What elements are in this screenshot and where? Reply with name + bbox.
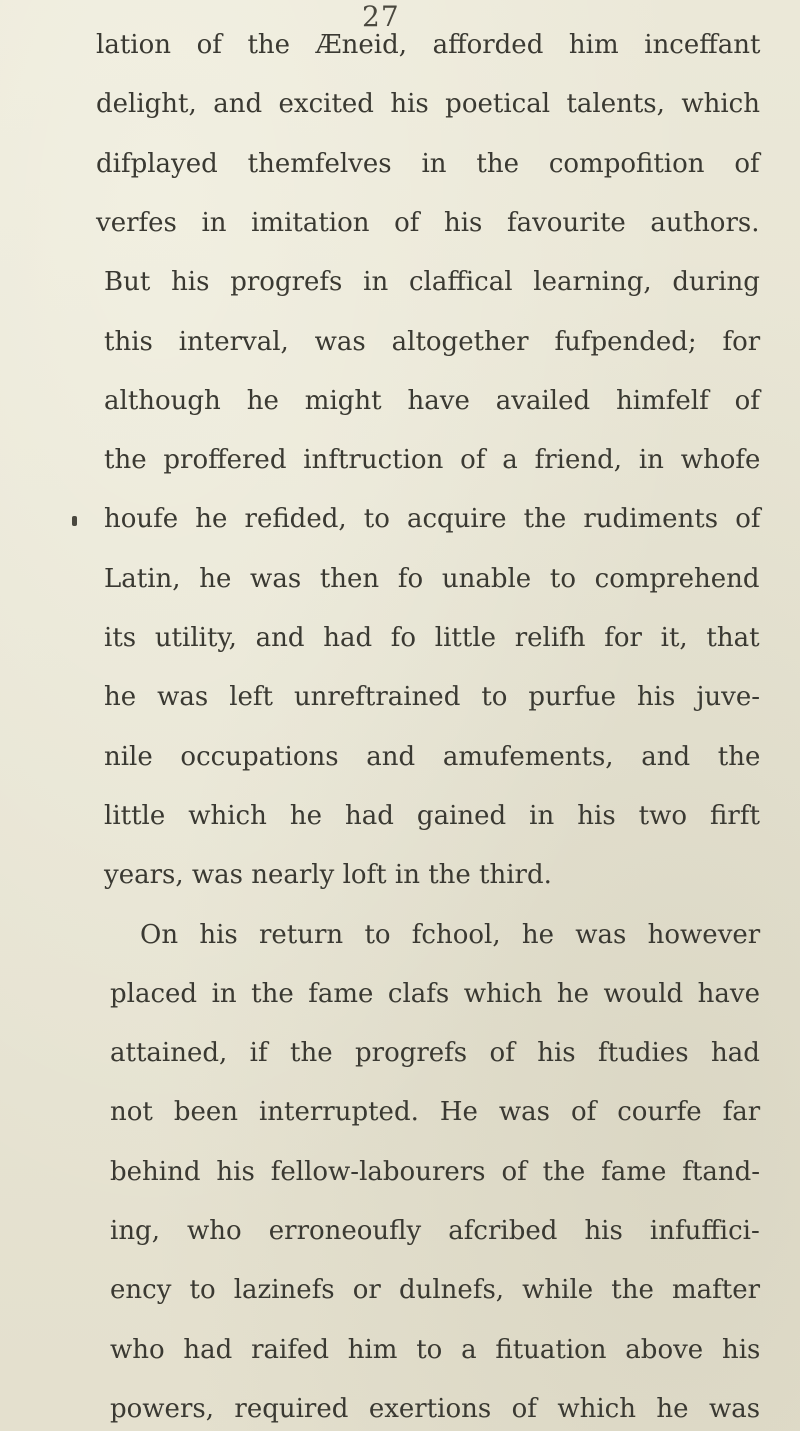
- text-line: he was left unreftrained to purfue his juve-: [104, 682, 760, 713]
- text-line: houfe he refided, to acquire the rudiments of: [104, 504, 761, 535]
- text-line: delight, and excited his poetical talents, which: [96, 89, 760, 120]
- text-line: although he might have availed himfelf of: [104, 385, 760, 416]
- text-line: the proffered inftruction of a friend, in whofe: [104, 445, 761, 476]
- text-line: placed in the fame clafs which he would have: [110, 978, 761, 1009]
- margin-mark: [72, 516, 77, 526]
- text-line: its utility, and had fo little relifh for it, that: [104, 623, 760, 653]
- text-line: who had raifed him to a fituation above his: [110, 1334, 761, 1365]
- text-line: attained, if the progrefs of his ftudies had: [110, 1038, 760, 1069]
- text-line: nile occupations and amufements, and the: [104, 741, 761, 772]
- text-line: powers, required exertions of which he was: [110, 1393, 761, 1424]
- text-line: behind his fellow-labourers of the fame ftand-: [110, 1156, 761, 1187]
- text-line: Latin, he was then fo unable to comprehend: [104, 563, 760, 594]
- text-line: not been interrupted. He was of courfe far: [110, 1097, 761, 1128]
- text-line: On his return to fchool, he was however: [140, 919, 761, 950]
- text-line: ing, who erroneoufly afcribed his infuffici-: [110, 1216, 760, 1246]
- text-line: little which he had gained in his two firft: [104, 800, 760, 831]
- text-line: difplayed themfelves in the compofition of: [96, 148, 760, 179]
- text-line: years, was nearly loft in the third.: [104, 860, 552, 891]
- text-line: this interval, was altogether fufpended; for: [104, 326, 761, 357]
- text-line: lation of the Æneid, afforded him inceffant: [96, 30, 761, 60]
- text-line: But his progrefs in claffical learning, during: [104, 267, 760, 298]
- page-number: 27: [362, 0, 400, 33]
- text-line: ency to lazinefs or dulnefs, while the mafter: [110, 1275, 761, 1306]
- text-line: verfes in imitation of his favourite authors.: [96, 207, 760, 238]
